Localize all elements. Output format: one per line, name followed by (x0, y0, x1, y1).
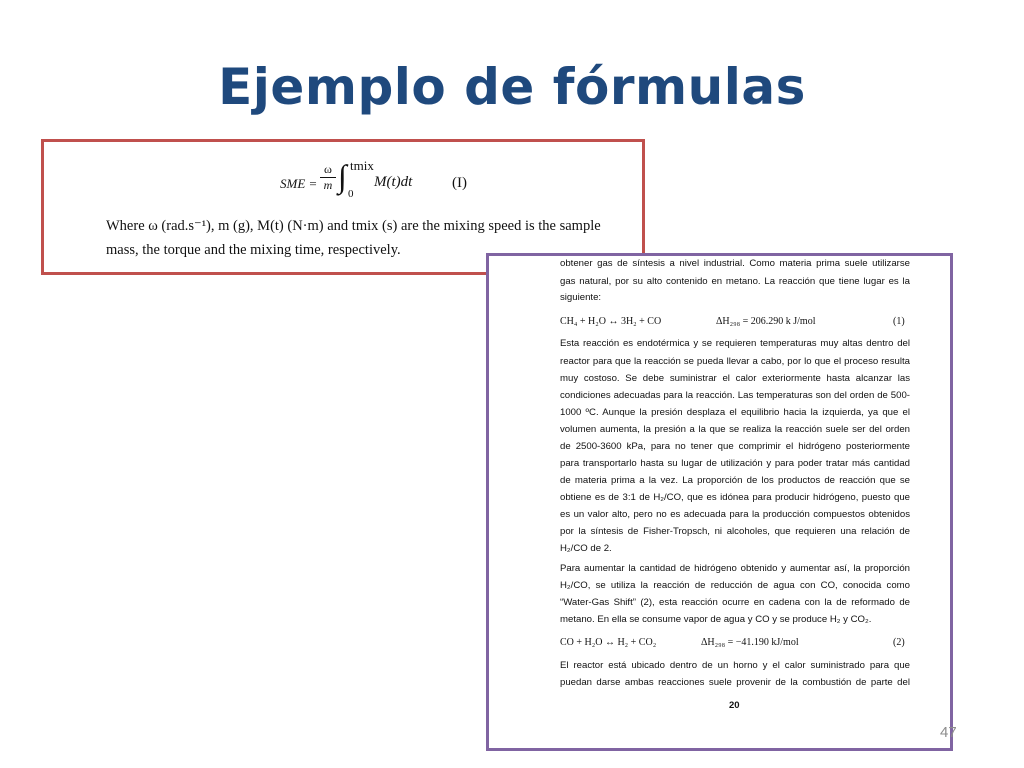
enthalpy-1: ΔH₂₉₈ = 206.290 k J/mol (716, 316, 816, 327)
doc-line: reactor para que la reacción se pueda llevar a cabo, por lo que el proceso resulta (560, 356, 910, 367)
doc-line: puedan darse ambas reacciones suele provenir de la combustión de parte del (560, 677, 910, 688)
doc-line: gas natural, por su alto contenido en metano. La reacción que tiene lugar es la (560, 276, 910, 287)
equation-lhs: SME = (280, 176, 318, 191)
doc-line: Para aumentar la cantidad de hidrógeno obtenido y aumentar así, la proporción (560, 563, 910, 574)
integral-upper-limit: tmix (350, 158, 374, 173)
doc-line: de materia prima a la vez. La proporción de los productos de reacción que se (560, 475, 910, 486)
doc-line: H₂/CO de 2. (560, 543, 612, 554)
reaction-1: CH₄ + H₂O ↔ 3H₂ + CO (560, 316, 662, 327)
doc-line: condiciones adecuadas para la reacción. Las temperaturas son del orden de 500- (560, 390, 910, 401)
doc-line: muy costoso. Se debe suministrar el calor exteriormente hasta alcanzar las (560, 373, 910, 384)
doc-line: El reactor está ubicado dentro de un horno y el calor suministrado para que (560, 660, 910, 671)
doc-line: metano. En ella se consume vapor de agua y CO y se produce H₂ y CO₂. (560, 614, 872, 625)
slide-title: Ejemplo de fórmulas (218, 58, 806, 116)
doc-line: volumen aumenta, la presión a la que se realiza la reacción suele ser del orden (560, 424, 910, 435)
doc-line: H₂/CO, se utiliza la reacción de reducción de agua con CO, conocida como (560, 580, 910, 591)
fraction-numerator: ω (320, 162, 336, 178)
doc-line: “Water-Gas Shift” (2), esta reacción ocurre en cadena con la de reformado de (560, 597, 910, 608)
doc-line: obtener gas de síntesis a nivel industrial. Como materia prima suele utilizarse (560, 258, 910, 269)
doc-line: por la síntesis de Fisher-Tropsch, ni alcoholes, que requieren una relación de (560, 526, 910, 537)
description-line: Where ω (rad.s⁻¹), m (g), M(t) (N·m) and tmix (s) are the mixing speed is the sample (106, 218, 601, 234)
description-line: mass, the torque and the mixing time, respectively. (106, 242, 401, 258)
equation-number: (I) (452, 175, 467, 191)
fraction-denominator: m (323, 178, 333, 192)
doc-line: siguiente: (560, 292, 602, 303)
doc-line: de 2500-3600 kPa, para no tener que comprimir el hidrógeno posteriormente (560, 441, 910, 452)
doc-line: para transportarlo hasta su lugar de utilización y para poder tratar más cantidad (560, 458, 910, 469)
doc-line: es un valor alto, pero no es adecuada para la producción compuestos obtenidos (560, 509, 910, 520)
doc-line: obtiene es de 3:1 de H₂/CO, que es idónea para producir hidrógeno, puesto que (560, 492, 910, 503)
equation-number-1: (1) (893, 316, 905, 327)
doc-line: 1000 ºC. Aunque la presión desplaza el equilibrio hacia la izquierda, ya que el (560, 407, 910, 418)
integrand: M(t)dt (374, 174, 413, 190)
reaction-2: CO + H₂O ↔ H₂ + CO₂ (560, 637, 657, 648)
doc-line: Esta reacción es endotérmica y se requieren temperaturas muy altas dentro del (560, 338, 910, 349)
integral-lower-limit: 0 (348, 188, 354, 200)
document-page-number: 20 (729, 700, 740, 711)
slide-number: 47 (940, 724, 957, 741)
sme-equation (44, 160, 642, 210)
equation-number-2: (2) (893, 637, 905, 648)
enthalpy-2: ΔH₂₉₈ = −41.190 kJ/mol (701, 637, 799, 648)
document-page-image (486, 253, 953, 751)
equation-fraction (320, 162, 336, 193)
integral-sign: ∫ (338, 158, 347, 194)
